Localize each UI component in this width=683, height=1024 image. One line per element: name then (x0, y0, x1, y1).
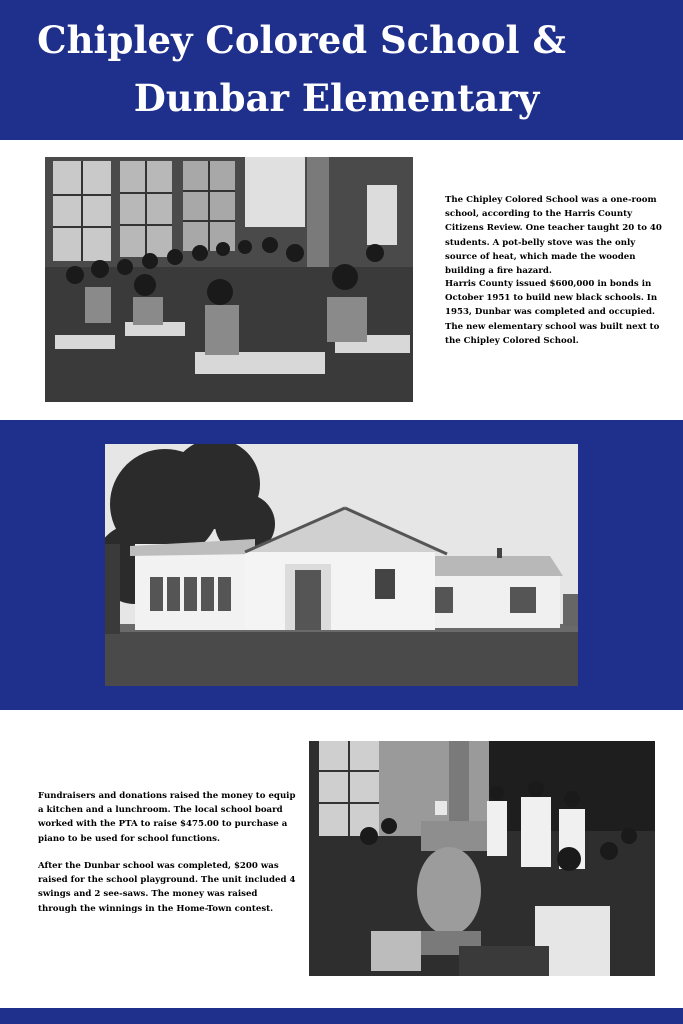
page-title-line-2: Dunbar Elementary (133, 76, 540, 120)
paragraph-playground: After the Dunbar school was completed, $200 was raised for the school playground. The unit included 4 swings and 2 see-saws. The money was raised through the winnings in the Home-Town contest. (38, 861, 296, 914)
classroom-photo (45, 157, 413, 402)
paragraph-fundraisers: Fundraisers and donations raised the money to equip a kitchen and a lunchroom. The local school board worked with the PTA to raise $475.00 to purchase a piano to be used for school functions. (38, 791, 296, 844)
title-banner (0, 0, 683, 140)
page-title-line-1: Chipley Colored School & (37, 18, 566, 62)
pot-belly-stove-photo (309, 741, 655, 976)
school-building-photo (105, 444, 578, 686)
bottom-band (0, 1008, 683, 1024)
paragraph-bonds: Harris County issued $600,000 in bonds in October 1951 to build new black schools. In 1953, Dunbar was completed and occupied. The new elementary school was built next to the Chipley Colored School. (445, 279, 660, 346)
paragraph-one-room-school: The Chipley Colored School was a one-room school, according to the Harris County Citizens Review. One teacher taught 20 to 40 students. A pot-belly stove was the only source of heat, which made the wooden building a fire hazard. (445, 195, 662, 277)
